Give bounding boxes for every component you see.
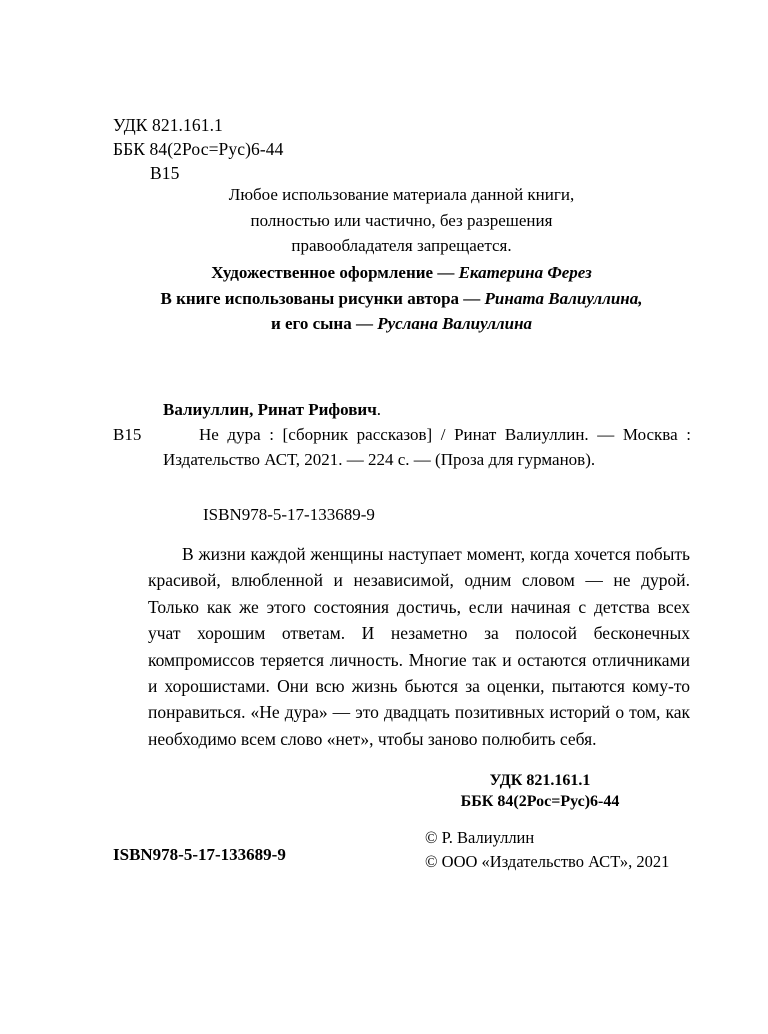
- credit-illustrations-name: Рината Валиуллина,: [484, 288, 643, 308]
- copyright-publisher: © ООО «Издательство АСТ», 2021: [425, 852, 670, 871]
- usage-notice: [113, 182, 690, 259]
- usage-notice-line-2: полностью или частично, без разрешения: [250, 210, 553, 230]
- copyright-author: © Р. Валиуллин: [425, 828, 535, 847]
- credits-block: [113, 260, 690, 337]
- biblio-author-name: Валиуллин, Ринат Рифович: [163, 400, 377, 419]
- credit-illustrations-son: [113, 311, 690, 337]
- credit-illustrations-author: [113, 286, 690, 312]
- credit-son-name: Руслана Валиуллина: [377, 314, 533, 333]
- bbk-code-bottom: ББК 84(2Рос=Рус)6-44: [460, 793, 620, 810]
- biblio-sigla: В15: [113, 425, 142, 444]
- biblio-description: Не дура : [сборник рассказов] / Ринат Валиуллин. — Москва : Издательство АСТ, 2021. — 224 с. — (Проза для гурманов).: [163, 425, 691, 469]
- biblio-author-heading: [113, 397, 691, 422]
- bbk-code-top: ББК 84(2Рос=Рус)6-44: [113, 139, 284, 159]
- classification-block-bottom: [390, 770, 690, 812]
- annotation-paragraph: В жизни каждой женщины наступает момент, когда хочется побыть красивой, влюбленной и независимой, одним словом — не дурой. Только как же этого состояния достичь, если начиная с детства всех учат хорошим ответам. И незаметно за полосой бесконечных компромиссов теряется личность. Многие так и остаются отличниками и хорошистами. Они всю жизнь бьются за оценки, пытаются кому-то понравиться. «Не дура» — это двадцать позитивных историй о том, как необходимо всем слово «нет», чтобы заново полюбить себя.: [148, 544, 690, 749]
- isbn-middle: ISBN978-5-17-133689-9: [203, 505, 375, 524]
- credit-illustrations-label: В книге использованы рисунки автора —: [160, 288, 485, 308]
- biblio-description-block: [113, 422, 691, 472]
- credit-design: [113, 260, 690, 286]
- usage-notice-line-1: Любое использование материала данной книги,: [228, 185, 575, 204]
- bibliographic-record: [113, 397, 691, 472]
- credit-design-label: Художественное оформление —: [211, 263, 459, 282]
- credit-son-label: и его сына —: [270, 314, 378, 333]
- isbn-footer: ISBN978-5-17-133689-9: [113, 845, 286, 864]
- udk-code-bottom: УДК 821.161.1: [489, 772, 591, 789]
- author-sign-top: В15: [150, 163, 180, 183]
- biblio-author-period: .: [376, 400, 382, 419]
- udk-code-top: УДК 821.161.1: [113, 115, 223, 135]
- copyright-block: [425, 826, 669, 874]
- credit-design-name: Екатерина Ферез: [458, 263, 592, 282]
- usage-notice-line-3: правообладателя запрещается.: [291, 236, 512, 255]
- classification-block-top: [113, 113, 284, 185]
